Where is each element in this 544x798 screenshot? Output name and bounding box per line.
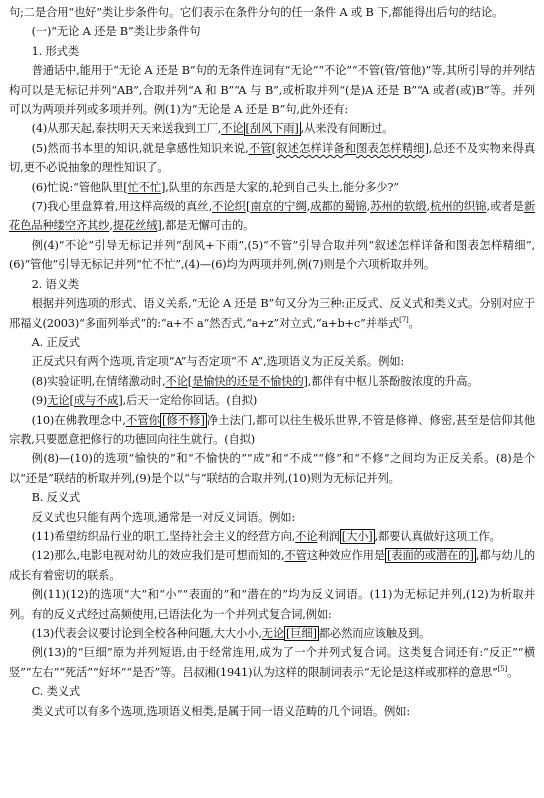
paragraph xyxy=(9,3,535,22)
marked-phrase: 不论 xyxy=(165,374,188,388)
boxed-phrase: [大小] xyxy=(341,529,373,543)
section-heading xyxy=(9,275,535,294)
text-run: ,从来没有间断过。 xyxy=(300,122,394,136)
marked-phrase: 是愉快的还是不愉快的 xyxy=(192,374,304,388)
text-run: ,都要认真做好这项工作。 xyxy=(374,529,501,543)
text-run: 类义式可以有多个选项,选项语义相类,是属于同一语义范畴的几个词语。例如: xyxy=(31,704,410,718)
text-run: ,都与幼儿的成长有着密切的联系。 xyxy=(9,549,536,582)
text-run: [ xyxy=(69,394,74,408)
marked-phrase: 不管你 xyxy=(125,413,161,427)
text-run: 例(4)“不论”引导无标记并列“刮风+下雨”,(5)“不管”引导合取并列“叙述怎样详备和图表怎样精细”,(6)“管他”引导无标记并列“忙不忙”,(4)—(6)均为两项并列,例(7)则是个六项析取并列。 xyxy=(9,238,535,272)
text-run: 句;二是合用“也好”类让步条件句。它们表示在条件分句的任一条件 A 或 B 下,都能得出后句的结论。 xyxy=(9,6,504,19)
section-heading xyxy=(9,682,535,701)
text-run: 普通话中,能用于“无论 A 还是 B”句的无条件连词有“无论”“不论”“不管(管/管他)”等,其所引导的并列结构可以是无标记并列“AB”,合取并列“A 和 B”“A 与 B”,或析取并列“(是)A 还是 B”“A 或者(或)B”等。并列可以为两项并列或多项并列。例(1)为“无论是 A 还是 B”句,此外还有: xyxy=(9,64,535,117)
text-run: (7)我心里盘算着,用这样高级的真丝, xyxy=(31,200,213,214)
text-run: 。 xyxy=(507,665,519,679)
paragraph xyxy=(9,236,535,275)
marked-phrase: 和 xyxy=(344,141,357,155)
text-run: 例(11)(12)的选项“大”和“小”“表面的”和“潜在的”均为反义词语。(11)为无标记并列,(12)为析取并列。有的反义式经过高频使用,已语法化为一个并列式复合词,例如: xyxy=(9,588,535,621)
text-run: B. 反义式 xyxy=(31,491,81,505)
marked-phrase: 不论 xyxy=(221,122,244,136)
text-run: (4)从那天起,泰扶明天天来送我到工厂, xyxy=(31,122,222,136)
text-run: (9) xyxy=(31,394,48,408)
text-run: C. 类义式 xyxy=(31,685,81,699)
text-run: (13)代表会议要讨论到全校各种问题,大大小小, xyxy=(31,627,262,640)
text-run: [ xyxy=(187,374,193,388)
text-run: (6)忙说:“管他队里[ xyxy=(31,180,128,194)
section-heading xyxy=(9,333,535,352)
paragraph xyxy=(9,624,535,643)
text-run: ] xyxy=(424,141,429,155)
text-run: (11)希望纺织品行业的职工,坚持社会主义的经营方向, xyxy=(31,529,296,543)
text-run: 都必然而应该触及到。 xyxy=(318,627,431,640)
paragraph xyxy=(9,294,535,333)
text-run: , xyxy=(306,200,311,214)
marked-phrase: 无论 xyxy=(261,627,285,640)
paragraph xyxy=(9,643,535,682)
text-run: 例(13)的“巨细”原为并列短语,由于经常连用,成为了一个并列式复合词。这类复合词还有:“反正”“横竖”“左右”“死活”“好坏”“是否”等。吕叔湘(1941)认为这样的限制词表示“无论是这样或那样的意思” xyxy=(9,646,535,679)
marked-phrase: 不论织 xyxy=(212,200,246,214)
text-run: ,总还不及实物来得真切,更不必说抽象的理性知识了。 xyxy=(9,141,536,175)
text-run: ],队里的东西是大家的,轮到自己头上,能分多少?” xyxy=(161,180,399,194)
boxed-phrase: [巨细] xyxy=(286,627,317,640)
marked-phrase: 提花丝绒 xyxy=(112,219,158,233)
paragraph xyxy=(9,119,535,138)
text-run: , xyxy=(109,219,113,233)
paragraph xyxy=(9,61,535,119)
boxed-phrase: [刮风下雨] xyxy=(245,122,299,136)
paragraph xyxy=(9,391,535,410)
boxed-phrase: [修不修] xyxy=(162,413,205,427)
text-run: (一)“无论 A 还是 B”类让步条件句 xyxy=(31,25,201,39)
marked-phrase: 不论 xyxy=(295,529,318,543)
text-run: 。 xyxy=(408,316,420,330)
text-run: (5)然而书本里的知识,就是拿感性知识来说, xyxy=(31,141,249,155)
marked-phrase: 不管 xyxy=(284,549,307,563)
marked-phrase: 成与不成 xyxy=(73,394,119,408)
text-run: ],都是无懈可击的。 xyxy=(157,219,255,233)
text-run: (8)实验证明,在情绪激动时, xyxy=(31,374,166,388)
text-run: 利润 xyxy=(317,529,340,543)
marked-phrase: 图表怎样精细 xyxy=(356,141,425,155)
text-run: 反义式也只能有两个选项,通常是一对反义词语。例如: xyxy=(31,510,296,524)
marked-phrase: 成都的蜀锦 xyxy=(310,200,367,214)
paragraph xyxy=(9,197,535,236)
paragraph xyxy=(9,527,535,546)
text-run: , xyxy=(366,200,371,214)
text-run: ],后天一定给你回话。(自拟) xyxy=(118,394,258,408)
citation-marker: [7] xyxy=(399,315,409,324)
marked-phrase: 杭州的织锦 xyxy=(429,200,487,214)
text-run: 2. 语义类 xyxy=(31,277,79,291)
paragraph xyxy=(9,546,535,585)
marked-phrase: 南京的宁绸 xyxy=(250,200,307,214)
paragraph xyxy=(9,585,535,624)
text-run: 1. 形式类 xyxy=(31,44,79,58)
text-run: (10)在佛教理念中, xyxy=(31,413,126,427)
boxed-phrase: [表面的或潜在的] xyxy=(387,549,474,563)
section-heading xyxy=(9,22,535,41)
text-run: ],都伴有中枢儿茶酚胺浓度的升高。 xyxy=(303,374,479,388)
text-run: ,或者是 xyxy=(486,200,524,214)
paragraph xyxy=(9,372,535,391)
section-heading xyxy=(9,488,535,507)
text-run: 例(8)—(10)的选项“愉快的”和“不愉快的”“成”和“不成”“修”和“不修”之间均为正反关系。(8)是个以“还是”联结的析取并列,(9)是个以“与”联结的合取并列,(10)则为无标记并列。 xyxy=(9,452,535,485)
text-run: A. 正反式 xyxy=(31,335,80,349)
marked-phrase: 不管 xyxy=(248,141,272,155)
paragraph xyxy=(9,411,535,450)
text-run: (12)那么,电影电视对幼儿的效应我们是可想而知的, xyxy=(31,549,285,563)
marked-phrase: 苏州的软缎 xyxy=(370,200,427,214)
section-heading xyxy=(9,42,535,61)
text-run: 净土法门,都可以往生极乐世界,不管是修禅、修密,甚至是信仰其他宗教,只要愿意把修行的功德回向往生就行。(自拟) xyxy=(9,413,535,446)
paragraph xyxy=(9,702,535,721)
paragraph xyxy=(9,352,535,371)
paragraph xyxy=(9,449,535,488)
text-run: [ xyxy=(245,200,251,214)
text-run: , xyxy=(426,200,430,214)
paragraph xyxy=(9,508,535,527)
text-run: 这种效应作用是 xyxy=(306,549,386,563)
marked-phrase: 叙述怎样详备 xyxy=(275,141,345,155)
paragraph xyxy=(9,139,535,178)
text-run: [ xyxy=(271,141,276,155)
paragraph xyxy=(9,178,535,197)
marked-phrase: 无论 xyxy=(47,394,70,408)
text-run: 正反式只有两个选项,肯定项“A”与否定项“不 A”,选项语义为正反关系。例如: xyxy=(31,355,405,369)
text-run: 根据并列选项的形式、语义关系,“无论 A 还是 B”句又分为三种:正反式、反义式和类义式。分别对应于邢福义(2003)“多面列举式”的:“a+不 a”然否式,“a+z”对立式,“a+b+c”并举式 xyxy=(9,297,535,330)
citation-marker: [5] xyxy=(497,665,508,674)
marked-phrase: 新花色品种缕空齐其纱 xyxy=(9,200,535,233)
marked-phrase: 忙不忙 xyxy=(127,180,162,194)
